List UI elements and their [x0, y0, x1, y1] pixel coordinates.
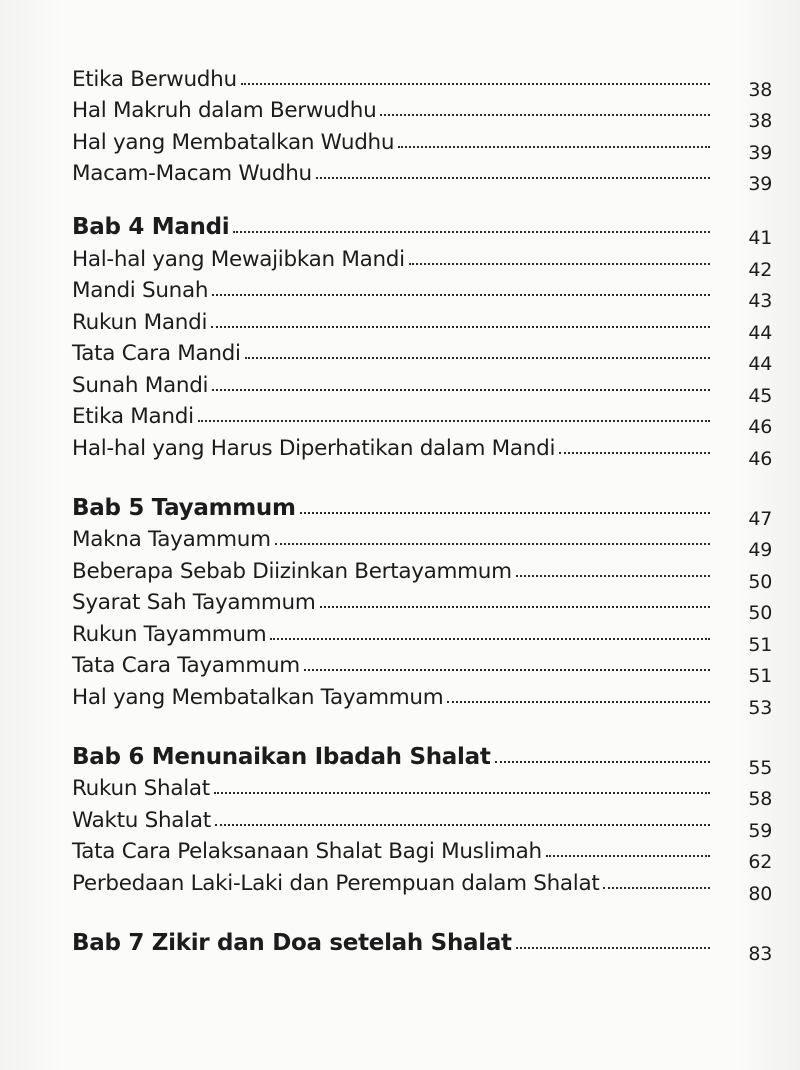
- toc-entry-page: 58: [748, 788, 772, 810]
- toc-entry-page: 49: [748, 539, 772, 561]
- toc-entry[interactable]: [72, 770, 772, 810]
- toc-entry-title: Tata Cara Pelaksanaan Shalat Bagi Muslimah: [72, 839, 542, 864]
- toc-entry-title: Rukun Tayammum: [72, 621, 267, 647]
- dot-leader: [214, 792, 710, 794]
- toc-entry-page: 42: [748, 258, 772, 281]
- toc-entry-page: 50: [748, 570, 772, 593]
- toc-entry-title: Rukun Shalat: [72, 776, 210, 801]
- dot-leader: [233, 231, 710, 233]
- chapter-heading[interactable]: [72, 485, 772, 530]
- toc-entry-page: 39: [748, 173, 772, 195]
- dot-leader: [212, 294, 710, 296]
- dot-leader: [603, 887, 710, 889]
- toc-entry-page: 44: [748, 321, 772, 344]
- toc-entry-page: 46: [748, 447, 772, 470]
- toc-entry-page: 51: [748, 665, 772, 687]
- chapter-page: 55: [748, 756, 772, 779]
- chapter-heading[interactable]: [72, 734, 772, 779]
- toc-entry[interactable]: [72, 272, 772, 312]
- dot-leader: [380, 114, 710, 116]
- toc-entry[interactable]: [72, 92, 772, 132]
- toc-entry-title: Rukun Mandi: [72, 309, 208, 335]
- toc-entry-page: 46: [748, 416, 772, 438]
- dot-leader: [409, 263, 710, 265]
- dot-leader: [241, 83, 710, 85]
- dot-leader: [300, 512, 710, 514]
- table-of-contents: [72, 60, 772, 965]
- chapter-title: Bab 4 Mandi: [72, 214, 230, 240]
- toc-entry-title: Beberapa Sebab Diizinkan Bertayammum: [72, 558, 512, 584]
- toc-entry[interactable]: [72, 864, 772, 905]
- chapter-heading[interactable]: [72, 920, 772, 965]
- toc-entry-page: 80: [748, 882, 772, 905]
- toc-entry-title: Macam-Macam Wudhu: [72, 161, 312, 186]
- chapter-heading[interactable]: [72, 204, 772, 249]
- toc-entry[interactable]: [72, 647, 772, 687]
- toc-entry-title: Waktu Shalat: [72, 807, 211, 833]
- toc-entry-page: 53: [748, 696, 772, 719]
- toc-entry[interactable]: [72, 60, 772, 101]
- section-gap: [72, 461, 772, 485]
- toc-entry[interactable]: [72, 366, 772, 407]
- toc-entry-page: 38: [748, 78, 772, 101]
- chapter-title: Bab 7 Zikir dan Doa setelah Shalat: [72, 929, 512, 956]
- dot-leader: [198, 420, 710, 422]
- toc-entry-title: Perbedaan Laki-Laki dan Perempuan dalam Shalat: [72, 870, 600, 896]
- dot-leader: [304, 669, 710, 671]
- dot-leader: [495, 761, 710, 763]
- toc-entry-title: Tata Cara Tayammum: [72, 653, 300, 678]
- toc-entry-page: 50: [748, 602, 772, 624]
- toc-entry[interactable]: [72, 615, 772, 656]
- chapter-page: 47: [748, 507, 772, 530]
- section-gap: [72, 710, 772, 734]
- toc-entry[interactable]: [72, 584, 772, 624]
- toc-entry[interactable]: [72, 429, 772, 470]
- toc-entry-title: Mandi Sunah: [72, 278, 209, 303]
- toc-entry[interactable]: [72, 398, 772, 438]
- dot-leader: [245, 357, 710, 359]
- toc-entry-title: Etika Mandi: [72, 404, 194, 429]
- toc-entry-page: 45: [748, 384, 772, 407]
- toc-entry-title: Sunah Mandi: [72, 372, 209, 398]
- toc-entry-title: Tata Cara Mandi: [72, 341, 241, 366]
- section-gap: [72, 186, 772, 204]
- toc-entry-page: 38: [748, 110, 772, 132]
- dot-leader: [275, 543, 710, 545]
- dot-leader: [398, 146, 710, 148]
- toc-entry-page: 39: [748, 141, 772, 164]
- toc-entry[interactable]: [72, 155, 772, 195]
- toc-entry-page: 43: [748, 290, 772, 312]
- toc-entry[interactable]: [72, 678, 772, 719]
- toc-entry-page: 44: [748, 353, 772, 375]
- toc-entry[interactable]: [72, 303, 772, 344]
- section-gap: [72, 896, 772, 920]
- toc-entry[interactable]: [72, 801, 772, 842]
- toc-entry[interactable]: [72, 833, 772, 873]
- toc-entry-title: Etika Berwudhu: [72, 66, 237, 92]
- chapter-page: 41: [748, 227, 772, 249]
- dot-leader: [211, 326, 710, 328]
- chapter-title: Bab 6 Menunaikan Ibadah Shalat: [72, 743, 491, 770]
- toc-entry[interactable]: [72, 240, 772, 281]
- toc-entry[interactable]: [72, 123, 772, 164]
- dot-leader: [516, 575, 710, 577]
- toc-entry-title: Hal yang Membatalkan Wudhu: [72, 129, 395, 155]
- toc-entry-title: Hal-hal yang Harus Diperhatikan dalam Mandi: [72, 435, 556, 461]
- dot-leader: [516, 947, 710, 949]
- toc-entry-page: 59: [748, 819, 772, 842]
- dot-leader: [447, 701, 710, 703]
- toc-entry-title: Hal Makruh dalam Berwudhu: [72, 98, 377, 123]
- toc-entry-title: Makna Tayammum: [72, 527, 271, 552]
- dot-leader: [320, 606, 710, 608]
- dot-leader: [316, 177, 710, 179]
- dot-leader: [215, 824, 710, 826]
- dot-leader: [546, 855, 710, 857]
- toc-entry-title: Syarat Sah Tayammum: [72, 590, 316, 615]
- toc-entry-title: Hal-hal yang Mewajibkan Mandi: [72, 246, 405, 272]
- toc-entry-page: 51: [748, 633, 772, 656]
- toc-entry[interactable]: [72, 521, 772, 561]
- toc-entry[interactable]: [72, 335, 772, 375]
- dot-leader: [559, 452, 710, 454]
- toc-entry-title: Hal yang Membatalkan Tayammum: [72, 684, 444, 710]
- toc-entry[interactable]: [72, 552, 772, 593]
- toc-entry-page: 62: [748, 851, 772, 873]
- dot-leader: [212, 389, 710, 391]
- dot-leader: [270, 638, 710, 640]
- chapter-page: 83: [748, 942, 772, 965]
- chapter-title: Bab 5 Tayammum: [72, 494, 296, 521]
